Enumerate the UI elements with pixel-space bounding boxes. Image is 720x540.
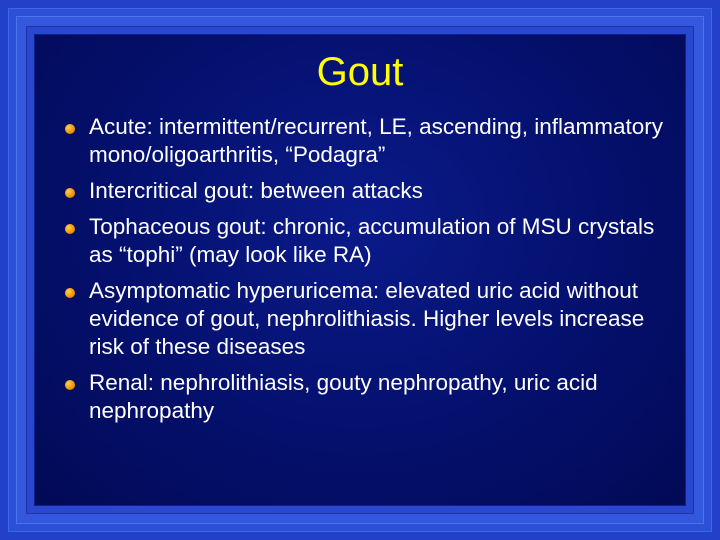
bullet-item-renal xyxy=(60,369,670,425)
bullet-text: Renal: nephrolithiasis, gouty nephropathy, uric acid nephropathy xyxy=(89,370,598,423)
bullet-text: Asymptomatic hyperuricema: elevated uric acid without evidence of gout, nephrolithiasis. Higher levels increase risk of these diseases xyxy=(89,278,645,359)
bullet-item-asymptomatic xyxy=(60,277,670,361)
bullet-dot-icon xyxy=(65,124,75,134)
bullet-text: Intercritical gout: between attacks xyxy=(89,178,423,203)
bullet-dot-icon xyxy=(65,380,75,390)
bullet-item-intercritical xyxy=(60,177,670,205)
bullet-text: Tophaceous gout: chronic, accumulation of MSU crystals as “tophi” (may look like RA) xyxy=(89,214,655,267)
bullet-dot-icon xyxy=(65,188,75,198)
bullet-item-acute xyxy=(60,113,670,169)
bullet-item-tophaceous xyxy=(60,213,670,269)
slide-title: Gout xyxy=(316,50,404,94)
bullet-dot-icon xyxy=(65,224,75,234)
bullet-list xyxy=(60,113,670,433)
bullet-dot-icon xyxy=(65,288,75,298)
bullet-text: Acute: intermittent/recurrent, LE, ascending, inflammatory mono/oligoarthritis, “Podagra” xyxy=(89,114,664,167)
